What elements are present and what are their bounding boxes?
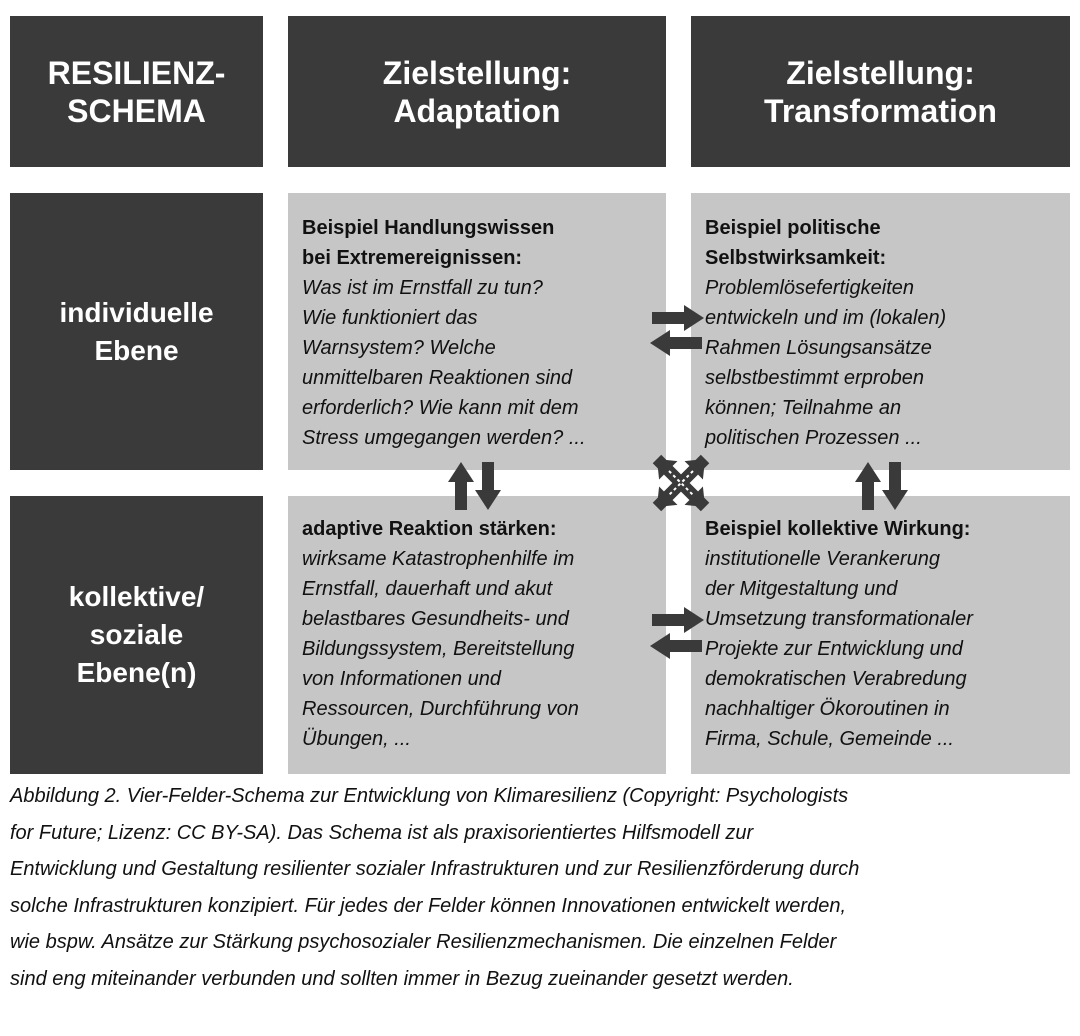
cell-individual-adaptation [288,193,666,470]
header-transformation-label: Zielstellung: Transformation [764,54,997,129]
figure-caption: Abbildung 2. Vier-Felder-Schema zur Entwicklung von Klimaresilienz (Copyright: Psychologists for Future; Lizenz: CC BY-SA). Das Schema ist als praxisorientiertes Hilfsmodell zur Entwicklung und Gestaltung resilienter sozialer Infrastrukturen und zur Resilienzförderung durch solche Infrastrukturen konzipiert. Für jedes der Felder können Innovationen entwickelt werden, wie bspw. Ansätze zur Stärkung psychosozialer Resilienzmechanismen. Die einzelnen Felder sind eng miteinander verbunden und sollten immer in Bezug zueinander gesetzt werden. [10,785,860,990]
cell-body: wirksame Katastrophenhilfe im Ernstfall, dauerhaft und akut belastbares Gesundheits- und Bildungssystem, Bereitstellung von Informationen und Ressourcen, Durchführung von Übungen, ... [302,548,579,750]
cell-title: Beispiel kollektive Wirkung: [705,518,971,540]
cell-body: Problemlösefertigkeiten entwickeln und im (lokalen) Rahmen Lösungsansätze selbstbestimmt erproben können; Teilnahme an politischen Prozessen ... [705,277,947,449]
cell-collective-adaptation [288,496,666,774]
header-schema-label: RESILIENZ- SCHEMA [47,54,226,129]
row-individual [10,193,263,470]
row-individual-label: individuelle Ebene [59,296,214,366]
cell-body: Was ist im Ernstfall zu tun? Wie funktioniert das Warnsystem? Welche unmittelbaren Reaktionen sind erforderlich? Wie kann mit dem Stress umgegangen werden? ... [302,277,586,449]
cell-body: institutionelle Verankerung der Mitgestaltung und Umsetzung transformationaler Projekte zur Entwicklung und demokratischen Verabredung nachhaltiger Ökoroutinen in Firma, Schule, Gemeinde ... [705,548,973,750]
cell-collective-transformation [691,496,1070,774]
header-adaptation-label: Zielstellung: Adaptation [382,54,572,129]
header-adaptation [288,16,666,167]
header-schema [10,16,263,167]
cell-title: adaptive Reaktion stärken: [302,518,557,540]
cell-title: Beispiel Handlungswissen bei Extremereignissen: [302,217,555,269]
header-transformation [691,16,1070,167]
cell-individual-transformation [691,193,1070,470]
row-collective [10,496,263,774]
cell-title: Beispiel politische Selbstwirksamkeit: [705,217,887,269]
row-collective-label: kollektive/ soziale Ebene(n) [68,581,205,688]
